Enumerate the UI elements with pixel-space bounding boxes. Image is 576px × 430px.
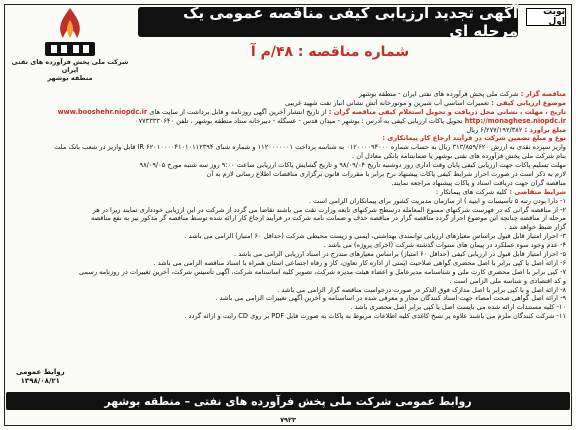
field-text: ۶/۲۷۷/۱۹۲/۳۸۲ ریال: [466, 125, 523, 134]
field-text: ۸- ارائه اصل و یا کپی برابر با اصل مدارک فوق الذکر در صورت درخواست مناقصه گزار الزامی می باشد .: [277, 285, 566, 294]
logo-company-name: شرکت ملی پخش فرآورده های نفتی ایران: [11, 58, 129, 74]
tender-number: شماره مناقصه : ۴۸/م آ: [250, 44, 410, 60]
notice-line: [10, 170, 566, 179]
field-text: واریز سپرده نقدی به ارزش ۳۱۳/۸۵۹/۶۲۰ ریال به حساب شماره ۰۱۲۰۰۰۰۹۴۰۰۰ به شناسه پرداخت ۱۱۲۰۰۰۰۰۰۱ و شماره شبای IR ۶۲۰۱۰۰۰۰۴۱۰۱۰۱۱۲۳۹۴ قابل واریز در شعب بانک ملت: [54, 143, 566, 152]
notice-line: [10, 188, 566, 197]
field-label: موضوع ارزیابی کیفی :: [489, 98, 566, 107]
field-label: تاریخ ، مهلت ، نشانی محل دریافت و تحویل استعلام کیفی مناقصه گران :: [326, 107, 566, 116]
field-text: بنام شرکت ملی پخش فرآورده های نفتی بوشهر یا ضمانتنامه بانکی معادل آن .: [352, 152, 566, 161]
field-text: ۷- کپی برابر با اصل محضری کارت ملی و شناسنامه مدیرعامل و اعضاء هیئت مدیره شرکت، تصویر کلیه اساسنامه شرکت، آگهی تأسیس شرکت، آخرین تغییرات در روزنامه رسمی: [78, 267, 566, 276]
field-text: لازم به ذکر است در صورت احراز شرایط کیفی پاکات پیشنهاد نرخ برابر با مقررات قانون برگزاری مناقصات اطلاع رسانی لازم به آن: [206, 170, 566, 179]
field-text: از تاریخ انتشار آخرین آگهی روزنامه و قابل برداشت از سایت های: [147, 107, 327, 116]
field-text: تحویل پاکات ارزیابی کیفی به آدرس : بوشهر - میدان قدس - عسگله - دبیرخانه ستاد منطقه بوشهر ، تلفن ۰۷۷۳۳۳۳۰۶۴۰: [135, 116, 465, 125]
notice-line: [10, 259, 566, 268]
notice-line: [10, 117, 566, 126]
notice-line: [10, 303, 566, 312]
logo-region: منطقه بوشهر: [47, 74, 93, 82]
notice-header: [6, 4, 570, 90]
field-text: ۲- از مناقصه گرانی که در فهرست شرکتهای ممنوع المعامله درسطح شرکتهای تابعه وزارت نفت می باشند تقاضا می گردد از شرکت در این ارزیابی خودداری نمایند زیرا در هر: [92, 205, 566, 214]
field-text: ۳- احراز امتیاز قابل قبول براساس معیارهای ارزیابی توانمندی بهداشتی، ایمنی و زیست محیطی شرکت (حداقل ۶۰ امتیاز) الزامی می باشد .: [184, 232, 566, 241]
notice-line: [10, 214, 566, 223]
field-text: تعمیرات اساسی آب شیرین و موتورخانه آتش نشانی انبار نفت شهید غریبی: [285, 98, 490, 107]
field-text: و کد اقتصادی و شناسه ملی الزامی است .: [449, 276, 566, 285]
notice-line: [10, 286, 566, 295]
notice-line: [10, 312, 566, 321]
signature-title: روابط عمومی: [16, 368, 65, 376]
field-text: ۴- عدم وجود سوء عملکرد در پیمان های سنوات گذشته شرکت (اجرای پروژه) می باشد .: [323, 241, 566, 250]
field-text: کلیه شرکت های پیمانکار :: [435, 187, 508, 196]
website-link[interactable]: http://monaghese.niopdc.ir: [464, 116, 566, 125]
field-label: مناقصه گزار :: [518, 90, 566, 98]
notice-line: [10, 223, 566, 232]
ad-code: ۷۹۲۳: [280, 416, 296, 424]
notice-line: [10, 108, 566, 117]
signature-block: [16, 368, 65, 386]
field-text: ۹- ارائه اصل گواهی صحت امضاء جهت اسناد کنندگان مجاز و معرفی شده در اساسنامه و آخرین آگهی تغییرات الزامی می باشد .: [215, 294, 566, 303]
signature-date: ۱۳۹۸/۰۸/۲۱: [20, 377, 60, 385]
notice-line: [10, 277, 566, 286]
field-text: ۵- احراز امتیاز قابل قبول در ارزیابی کیفی (حداقل ۶۰ امتیاز) براساس معیارهای مندرج در اسناد ارزیابی الزامی می باشد .: [234, 250, 566, 259]
field-text: ۱- دارا بودن رتبه ۵ تأسیسات و ابنیه ) از سازمان مدیریت کشور برای پیمانکاران الزامی است .: [308, 196, 566, 205]
notice-line: [10, 126, 566, 135]
notice-line: [10, 294, 566, 303]
website-link[interactable]: www.booshehr.niopdc.ir: [57, 107, 148, 116]
field-label: شرایط متقاضی :: [507, 187, 566, 196]
niopdc-flame-logo-icon: [41, 6, 99, 58]
company-logo: [10, 6, 130, 86]
round-badge: نوبت اول: [526, 8, 566, 26]
notice-line: [10, 152, 566, 161]
notice-line: [10, 143, 566, 152]
field-text: مهلت تسلیم پاکات جهت ارزیابی کیفی پایان وقت اداری روز دوشنبه تاریخ ۹۸/۰۹/۰۴ و تاریخ گشایش پاکات ارزیابی ساعت ۹:۰۰ روز سه شنبه مورخ ۹۸/۰۹/۰۵: [139, 161, 566, 170]
notice-body: [6, 90, 570, 321]
notice-title: آگهی تجدید ارزیابی کیفی مناقصه عمومی یک مرحله ای: [138, 7, 518, 37]
field-text: ۱۱- شرکت کنندگان ملزم می باشند علاوه بر نسخ کاغذی کلیه اطلاعات مربوط به پاکات به صورت فایل PDF بر روی CD رایت و ارائه گردد .: [184, 312, 566, 321]
notice-line: [10, 250, 566, 259]
field-label: نوع و مبلغ تضمین شرکت در فرآیند ارجاع کار پیمانکاری :: [382, 134, 566, 143]
notice-line: [10, 232, 566, 241]
notice-line: [10, 161, 566, 170]
notice-line: [10, 99, 566, 108]
notice-line: [10, 134, 566, 143]
field-text: مناقصه گران جهت دریافت اسناد و پاکات پیشنهاد مراجعه نمایند.: [391, 178, 566, 187]
notice-line: [10, 197, 566, 206]
field-text: گزار ضبط خواهد شد .: [504, 223, 566, 232]
field-text: مرحله از مناقصه چنانچه این موضوع احراز گردد مناقصه گزار در مناقصه حذف و ضمانت نامه شرکت در فرآیند ارجاع کار ارائه شده توسط مناقصه گر مذکور نیز به نفع مناقصه: [91, 214, 566, 223]
footer-bar: روابط عمومی شرکت ملی پخش فرآورده های نفتی – منطقه بوشهر: [6, 392, 570, 410]
notice-line: [10, 179, 566, 188]
field-text: ۱۰- کلیه مستندات ارائه شده می بایست اصل یا کپی برابر اصل محضری باشد .: [350, 303, 566, 312]
field-text: ۶- ارائه اصل یا کپی برابر با اصل محضری گواهی صلاحیت ایمنی از اداره کار تعاون، کار و رفاه اجتماعی استان همراه با اسناد مناقصه الزامی می باشد .: [153, 258, 566, 267]
notice-line: [10, 241, 566, 250]
notice-line: [10, 268, 566, 277]
field-text: شرکت ملی پخش فرآورده های نفتی ایران - منطقه بوشهر: [358, 90, 519, 98]
notice-line: [10, 90, 566, 99]
notice-line: [10, 206, 566, 215]
field-label: مبلغ برآورد :: [522, 125, 566, 134]
